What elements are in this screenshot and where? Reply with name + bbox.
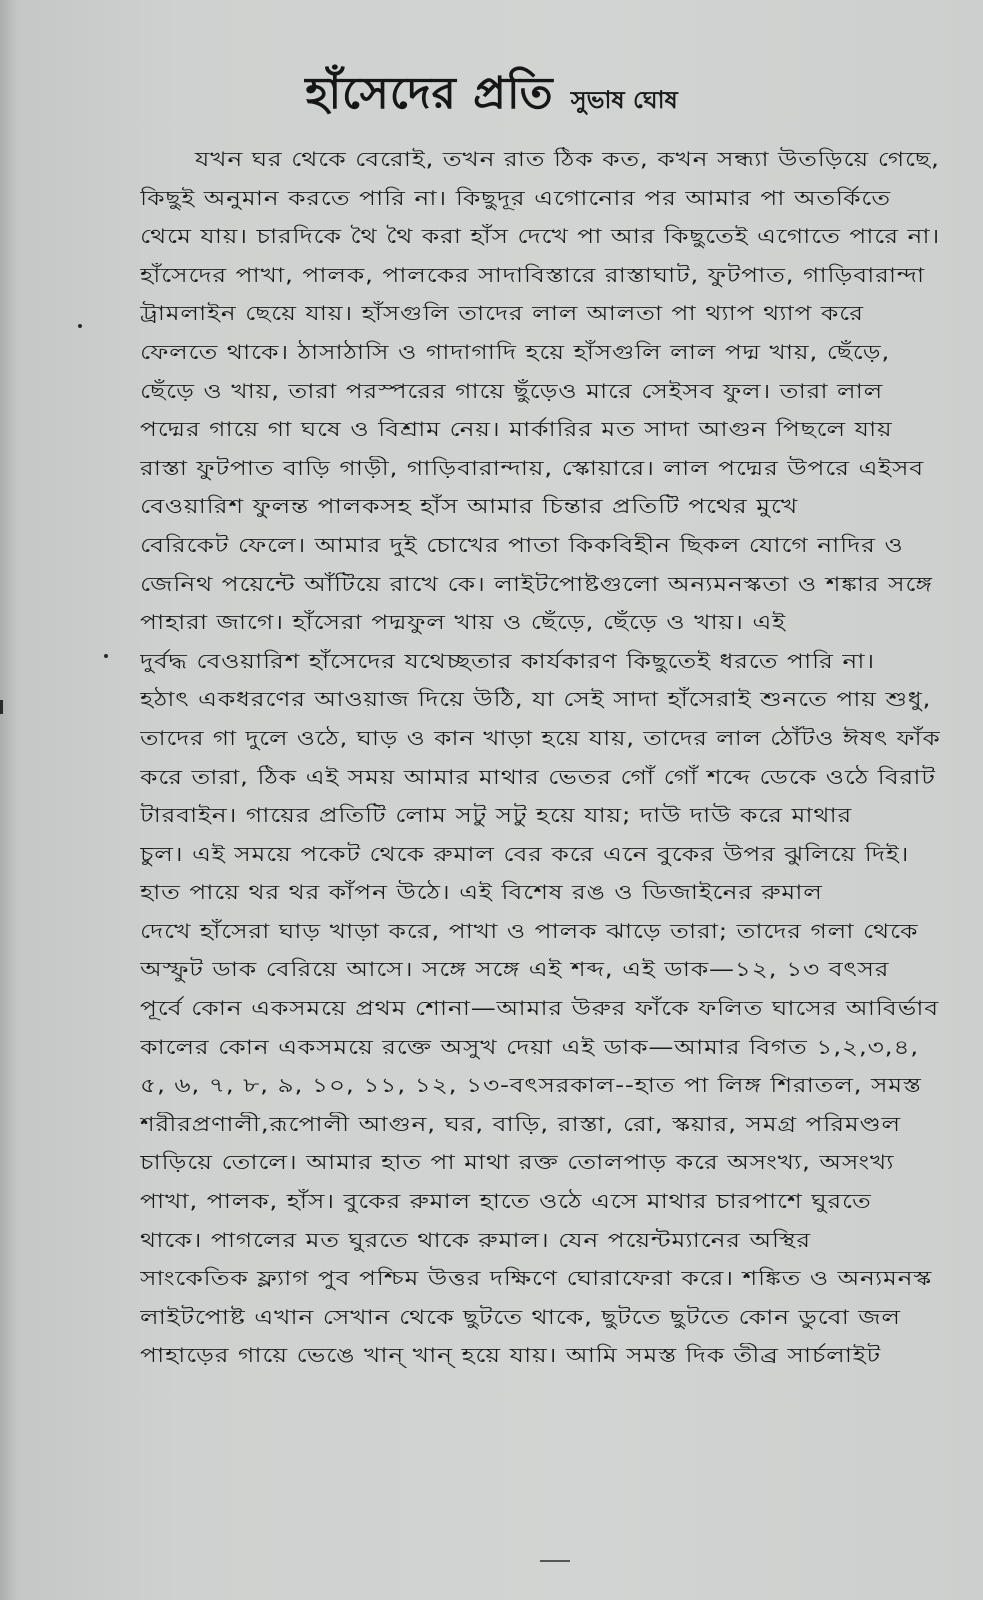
text-line: টারবাইন। গায়ের প্রতিটি লোম সটু সটু হয়ে যায়; দাউ দাউ করে মাথার — [140, 803, 853, 828]
text-line: পূর্বে কোন একসময়ে প্রথম শোনা—আমার উরুর ফাঁকে ফলিত ঘাসের আবির্ভাব — [140, 996, 939, 1021]
text-line: জেনিথ পয়েন্টে আঁটিয়ে রাখে কে। লাইটপোষ্টগুলো অন্যমনস্কতা ও শঙ্কার সঙ্গে — [140, 571, 933, 596]
text-line: চুল। এই সময়ে পকেট থেকে রুমাল বের করে এনে বুকের উপর ঝুলিয়ে দিই। — [140, 841, 910, 866]
poem-author: সুভাষ ঘোষ — [570, 86, 678, 114]
poem-body — [140, 140, 940, 1375]
text-line: থাকে। পাগলের মত ঘুরতে থাকে রুমাল। যেন পয়েন্টম্যানের অস্থির — [140, 1227, 811, 1252]
text-line: রাস্তা ফুটপাত বাড়ি গাড়ী, গাড়িবারান্দায়, স্কোয়ারে। লাল পদ্মের উপরে এইসব — [140, 455, 924, 480]
text-line: যখন ঘর থেকে বেরোই, তখন রাত ঠিক কত, কখন সন্ধ্যা উতড়িয়ে গেছে, — [195, 147, 940, 171]
text-line: পাহারা জাগে। হাঁসেরা পদ্মফুল খায় ও ছেঁড়ে, ছেঁড়ে ও খায়। এই — [140, 610, 786, 635]
poem-title: হাঁসেদের প্রতি — [305, 68, 554, 119]
margin-mark — [0, 700, 3, 714]
text-line: তাদের গা দুলে ওঠে, ঘাড় ও কান খাড়া হয়ে যায়, তাদের লাল ঠোঁটও ঈষৎ ফাঁক — [140, 725, 940, 750]
text-line: পাখা, পালক, হাঁস। বুকের রুমাল হাতে ওঠে এসে মাথার চারপাশে ঘুরতে — [140, 1189, 872, 1214]
text-line: কিছুই অনুমান করতে পারি না। কিছুদূর এগোনোর পর আমার পা অতর্কিতে — [140, 185, 891, 210]
text-line: লাইটপোষ্ট এখান সেখান থেকে ছুটতে থাকে, ছুটতে ছুটতে কোন ডুবো জল — [140, 1304, 901, 1329]
text-line: পাহাড়ের গায়ে ভেঙে খান্ খান্ হয়ে যায়। আমি সমস্ত দিক তীব্র সার্চলাইট — [140, 1343, 881, 1368]
text-line: ছেঁড়ে ও খায়, তারা পরস্পরের গায়ে ছুঁড়েও মারে সেইসব ফুল। তারা লাল — [140, 378, 884, 403]
bottom-dash — [540, 1560, 570, 1562]
text-line: হাঁসেদের পাখা, পালক, পালকের সাদাবিস্তারে রাস্তাঘাট, ফুটপাত, গাড়িবারান্দা — [140, 262, 925, 287]
text-line: সাংকেতিক ফ্ল্যাগ পুব পশ্চিম উত্তর দক্ষিণে ঘোরাফেরা করে। শঙ্কিত ও অন্যমনস্ক — [140, 1266, 933, 1291]
text-line: হঠাৎ একধরণের আওয়াজ দিয়ে উঠি, যা সেই সাদা হাঁসেরাই শুনতে পায় শুধু, — [140, 687, 932, 712]
text-line: দেখে হাঁসেরা ঘাড় খাড়া করে, পাখা ও পালক ঝাড়ে তারা; তাদের গলা থেকে — [140, 918, 919, 943]
page-spine-shadow — [0, 0, 18, 1600]
text-line: দুর্বদ্ধ বেওয়ারিশ হাঁসেদের যথেচ্ছতার কার্যকারণ কিছুতেই ধরতে পারি না। — [140, 648, 875, 673]
text-line: শরীরপ্রণালী,রূপোলী আগুন, ঘর, বাড়ি, রাস্তা, রো, স্কয়ার, সমগ্র পরিমণ্ডল — [140, 1111, 901, 1136]
text-line: ট্রামলাইন ছেয়ে যায়। হাঁসগুলি তাদের লাল আলতা পা থ্যাপ থ্যাপ করে — [140, 301, 864, 326]
margin-dot — [78, 324, 82, 328]
text-line: বেওয়ারিশ ফুলন্ত পালকসহ হাঁস আমার চিন্তার প্রতিটি পথের মুখে — [140, 494, 799, 519]
text-line: কালের কোন একসময়ে রক্তে অসুখ দেয়া এই ডাক—আমার বিগত ১,২,৩,৪, — [140, 1034, 920, 1059]
text-line: ফেলতে থাকে। ঠাসাঠাসি ও গাদাগাদি হয়ে হাঁসগুলি লাল পদ্ম খায়, ছেঁড়ে, — [140, 339, 891, 364]
text-line: হাত পায়ে থর থর কাঁপন উঠে। এই বিশেষ রঙ ও ডিজাইনের রুমাল — [140, 880, 823, 905]
text-line: চাড়িয়ে তোলে। আমার হাত পা মাথা রক্ত তোলপাড় করে অসংখ্য, অসংখ্য — [140, 1150, 895, 1175]
text-line: অস্ফুট ডাক বেরিয়ে আসে। সঙ্গে সঙ্গে এই শব্দ, এই ডাক—১২, ১৩ বৎসর — [140, 957, 890, 982]
text-line: পদ্মের গায়ে গা ঘষে ও বিশ্রাম নেয়। মার্কারির মত সাদা আগুন পিছলে যায় — [140, 417, 893, 442]
text-line: বেরিকেট ফেলে। আমার দুই চোখের পাতা কিকবিহীন ছিকল যোগে নাদির ও — [140, 532, 904, 557]
text-line: থেমে যায়। চারদিকে থৈ থৈ করা হাঁস দেখে পা আর কিছুতেই এগোতে পারে না। — [140, 224, 940, 249]
margin-dot — [104, 654, 108, 658]
poem-header — [0, 60, 983, 133]
text-line: করে তারা, ঠিক এই সময় আমার মাথার ভেতর গোঁ গোঁ শব্দে ডেকে ওঠে বিরাট — [140, 764, 936, 789]
text-line: ৫, ৬, ৭, ৮, ৯, ১০, ১১, ১২, ১৩-বৎসরকাল--হাত পা লিঙ্গ শিরাতল, সমস্ত — [140, 1073, 922, 1098]
